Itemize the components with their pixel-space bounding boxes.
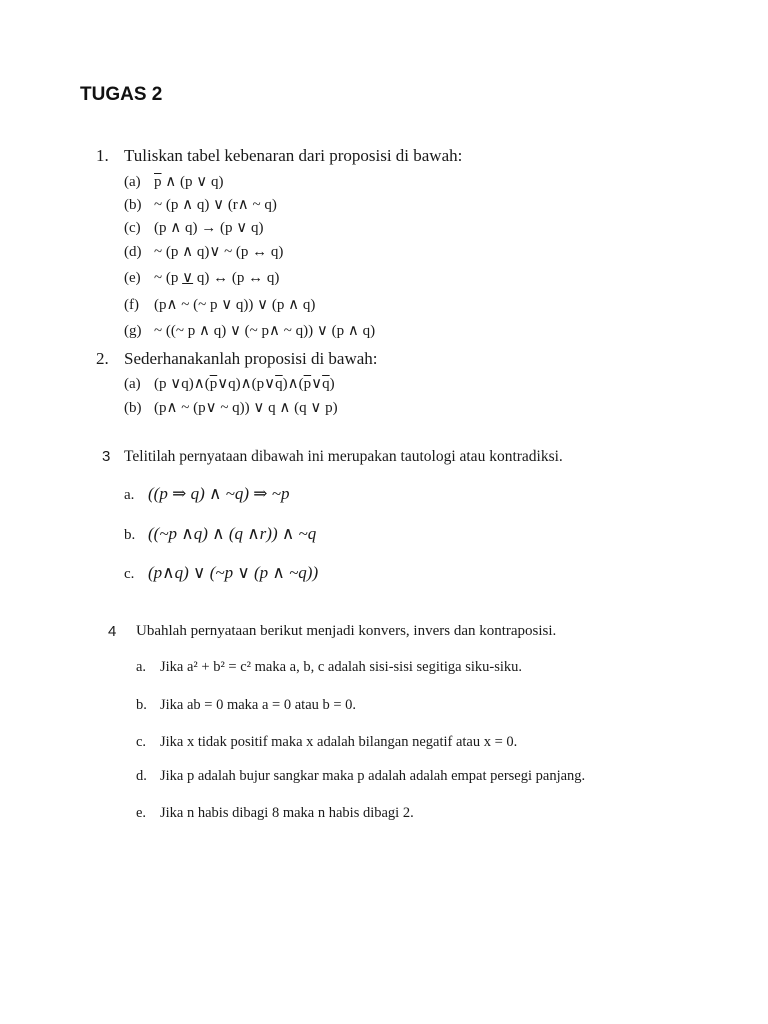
q4-item-b	[136, 697, 356, 714]
item-label: (b)	[124, 400, 142, 416]
item-expression: ~ ((~ p ∧ q) ∨ (~ p∧ ~ q)) ∨ (p ∧ q)	[154, 323, 376, 339]
item-expression: ~ (p ∨ q) ↔ (p ↔ q)	[154, 270, 280, 286]
question-4-number: 4	[108, 623, 117, 640]
item-expression: (p∧ ~ (~ p ∨ q)) ∨ (p ∧ q)	[154, 297, 316, 313]
item-label: b.	[136, 697, 147, 713]
q2-item-b	[124, 398, 338, 417]
item-label: c.	[124, 566, 135, 582]
q1-item-d	[124, 242, 283, 261]
q2-item-a	[124, 374, 335, 393]
q1-item-e	[124, 268, 279, 287]
q1-item-c	[124, 218, 263, 237]
item-label: (g)	[124, 323, 142, 339]
item-expression: (p∧ ~ (p∨ ~ q)) ∨ q ∧ (q ∨ p)	[154, 400, 338, 416]
q1-item-g	[124, 321, 375, 340]
item-label: (b)	[124, 197, 142, 213]
item-label: (d)	[124, 244, 142, 260]
question-1-number: 1.	[96, 146, 109, 165]
item-expression: ((p ⇒ q) ∧ ~q) ⇒ ~p	[148, 484, 290, 503]
q4-item-e	[136, 805, 414, 822]
item-label: a.	[136, 659, 147, 675]
item-label: (c)	[124, 220, 141, 236]
item-text: Jika p adalah bujur sangkar maka p adalah adalah empat persegi panjang.	[160, 768, 586, 784]
item-text: Jika n habis dibagi 8 maka n habis dibagi 2.	[160, 805, 414, 821]
q4-item-d	[136, 768, 585, 785]
q1-item-a	[124, 172, 223, 191]
question-1-prompt: Tuliskan tabel kebenaran dari proposisi di bawah:	[124, 146, 463, 165]
page-title: TUGAS 2	[80, 84, 163, 105]
q3-item-c	[124, 563, 318, 583]
question-4-prompt: Ubahlah pernyataan berikut menjadi konvers, invers dan kontraposisi.	[136, 623, 557, 639]
item-text: Jika x tidak positif maka x adalah bilangan negatif atau x = 0.	[160, 734, 518, 750]
item-label: (a)	[124, 174, 141, 190]
item-label: b.	[124, 527, 136, 543]
item-label: c.	[136, 734, 147, 750]
item-label: d.	[136, 768, 147, 784]
item-expression: (p ∧ q) → (p ∨ q)	[154, 220, 264, 236]
q1-item-b	[124, 195, 277, 214]
question-3-prompt: Telitilah pernyataan dibawah ini merupakan tautologi atau kontradiksi.	[124, 448, 563, 465]
question-2-number: 2.	[96, 349, 109, 368]
item-label: (e)	[124, 270, 141, 286]
question-3-number: 3	[102, 448, 111, 465]
q4-item-a	[136, 659, 522, 676]
item-expression: ~ (p ∧ q)∨ ~ (p ↔ q)	[154, 244, 284, 260]
item-expression: ~ (p ∧ q) ∨ (r∧ ~ q)	[154, 197, 277, 213]
item-label: a.	[124, 487, 135, 503]
item-expression: (p∧q) ∨ (~p ∨ (p ∧ ~q))	[148, 563, 319, 582]
item-label: e.	[136, 805, 147, 821]
item-label: (a)	[124, 376, 141, 392]
q4-item-c	[136, 734, 517, 751]
item-label: (f)	[124, 297, 139, 313]
item-expression: ((~p ∧q) ∧ (q ∧r)) ∧ ~q	[148, 524, 317, 543]
item-expression: (p $\vee q)\wedge(\overline{p}\vee q)\wedge(p\vee\overline{q})\wedge(\overline{p}\vee\overline{q})$	[154, 376, 335, 392]
item-expression: $\overline{p}$ ∧ (p ∨ q)	[154, 174, 224, 190]
item-text: Jika ab = 0 maka a = 0 atau b = 0.	[160, 697, 357, 713]
q3-item-a	[124, 484, 289, 504]
question-2-prompt: Sederhanakanlah proposisi di bawah:	[124, 349, 378, 368]
item-text: Jika a² + b² = c² maka a, b, c adalah sisi-sisi segitiga siku-siku.	[160, 659, 523, 675]
q3-item-b	[124, 524, 316, 544]
q1-item-f	[124, 295, 315, 314]
